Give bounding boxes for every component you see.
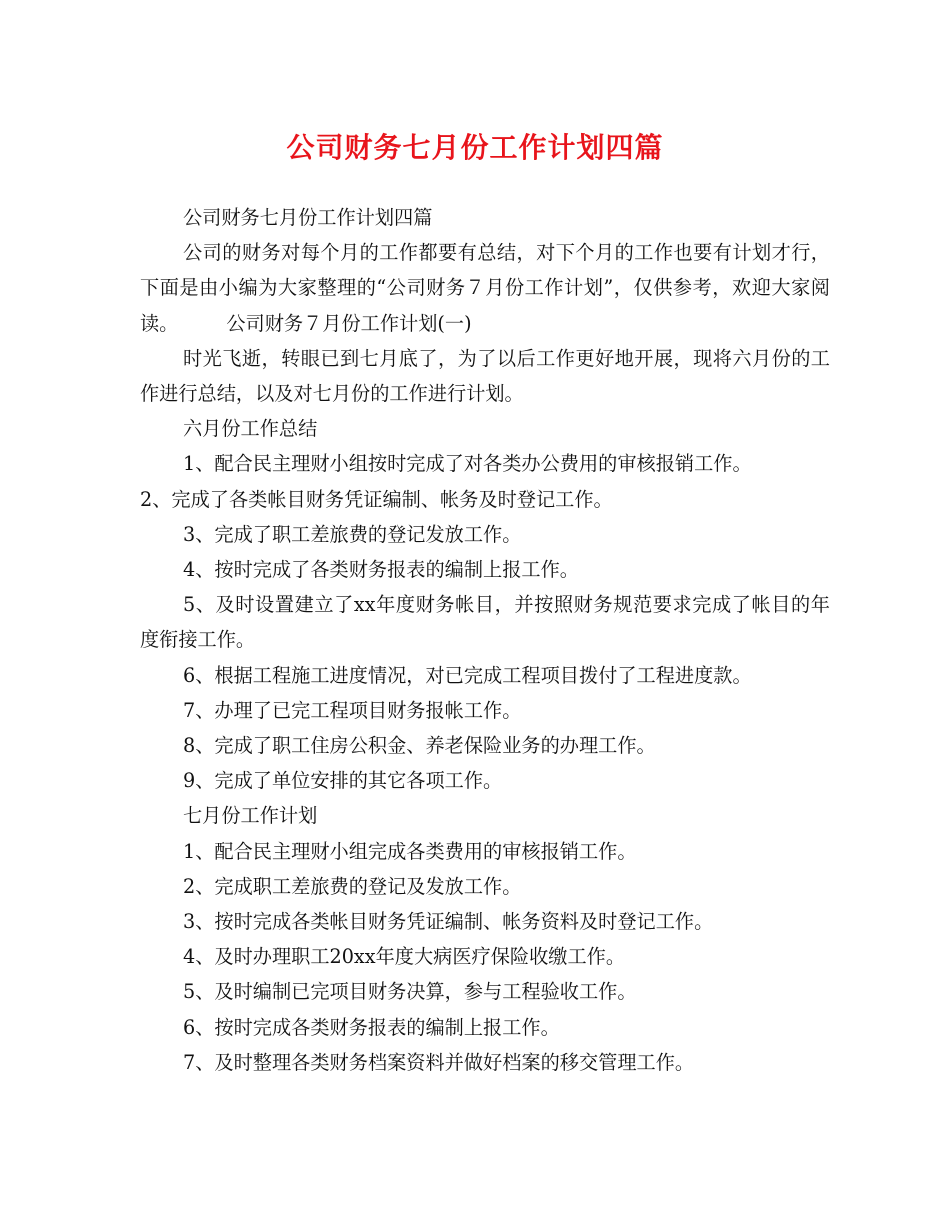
list-item: 4、按时完成了各类财务报表的编制上报工作。 xyxy=(183,558,579,582)
list-item: 1、配合民主理财小组按时完成了对各类办公费用的审核报销工作。 xyxy=(183,452,752,476)
list-item: 7、及时整理各类财务档案资料并做好档案的移交管理工作。 xyxy=(183,1050,695,1074)
document-title: 公司财务七月份工作计划四篇 xyxy=(286,131,664,164)
paragraph: 公司财务七月份工作计划四篇 xyxy=(183,206,433,229)
list-item: 2、完成职工差旅费的登记及发放工作。 xyxy=(183,874,522,898)
list-item: 1、配合民主理财小组完成各类费用的审核报销工作。 xyxy=(183,839,637,863)
list-item: 3、按时完成各类帐目财务凭证编制、帐务资料及时登记工作。 xyxy=(183,910,714,934)
list-item: 2、完成了各类帐目财务凭证编制、帐务及时登记工作。 xyxy=(140,487,613,511)
list-item: 5、及时编制已完项目财务决算，参与工程验收工作。 xyxy=(183,980,637,1004)
list-item: 8、完成了职工住房公积金、养老保险业务的办理工作。 xyxy=(183,734,656,758)
document-body xyxy=(140,200,830,1080)
section-heading: 七月份工作计划 xyxy=(183,804,318,828)
paragraph: 时光飞逝，转眼已到七月底了，为了以后工作更好地开展，现将六月份的工作进行总结，以及对七月份的工作进行计划。 xyxy=(140,346,830,406)
intro-text: 公司的财务对每个月的工作都要有总结，对下个月的工作也要有计划才行，下面是由小编为大家整理的“公司财务７月份工作计划”，仅供参考，欢迎大家阅读。 xyxy=(140,241,830,335)
section-heading-plan-one: 公司财务７月份工作计划(一) xyxy=(226,311,472,335)
list-item: 3、完成了职工差旅费的登记发放工作。 xyxy=(183,522,522,546)
list-item: 4、及时办理职工20xx年度大病医疗保险收缴工作。 xyxy=(183,945,626,969)
list-item: 9、完成了单位安排的其它各项工作。 xyxy=(183,769,503,793)
list-item: 5、及时设置建立了xx年度财务帐目，并按照财务规范要求完成了帐目的年度衔接工作。 xyxy=(140,593,830,652)
section-heading: 六月份工作总结 xyxy=(183,417,318,441)
list-item: 7、办理了已完工程项目财务报帐工作。 xyxy=(183,698,522,722)
list-item: 6、根据工程施工进度情况，对已完成工程项目拨付了工程进度款。 xyxy=(183,663,752,687)
paragraph-intro xyxy=(140,235,830,341)
list-item: 6、按时完成各类财务报表的编制上报工作。 xyxy=(183,1015,560,1039)
